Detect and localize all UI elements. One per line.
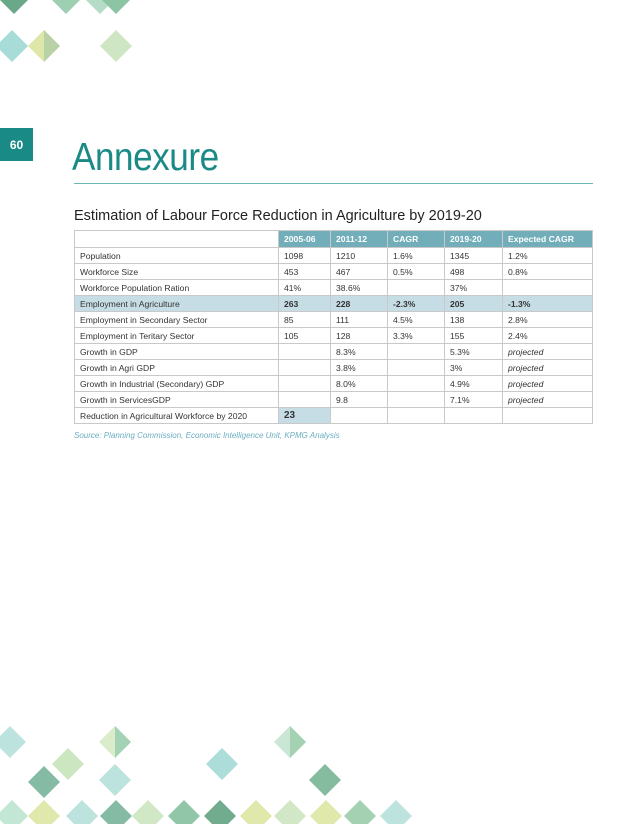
table-cell: projected bbox=[503, 344, 593, 360]
header-cell: 2011-12 bbox=[331, 231, 388, 248]
table-cell: 8.3% bbox=[331, 344, 388, 360]
table-cell: 2.4% bbox=[503, 328, 593, 344]
table-cell: 228 bbox=[331, 296, 388, 312]
row-label: Population bbox=[75, 248, 279, 264]
table-cell: 8.0% bbox=[331, 376, 388, 392]
table-row bbox=[75, 360, 593, 376]
table-cell: 498 bbox=[445, 264, 503, 280]
table-cell bbox=[388, 408, 445, 424]
table-cell: 41% bbox=[279, 280, 331, 296]
page-title: Annexure bbox=[72, 136, 219, 179]
table-cell: 205 bbox=[445, 296, 503, 312]
table-title: Estimation of Labour Force Reduction in Agriculture by 2019-20 bbox=[74, 208, 482, 224]
header-cell: Expected CAGR bbox=[503, 231, 593, 248]
bottom-diamond-decoration bbox=[0, 718, 430, 824]
table-cell: 128 bbox=[331, 328, 388, 344]
table-cell bbox=[388, 360, 445, 376]
table-cell bbox=[279, 392, 331, 408]
row-label: Growth in Industrial (Secondary) GDP bbox=[75, 376, 279, 392]
table-cell: 23 bbox=[279, 408, 331, 424]
table-cell: 1.6% bbox=[388, 248, 445, 264]
row-label: Reduction in Agricultural Workforce by 2020 bbox=[75, 408, 279, 424]
table-cell bbox=[279, 360, 331, 376]
table-row bbox=[75, 408, 593, 424]
table-cell bbox=[445, 408, 503, 424]
table-cell: 138 bbox=[445, 312, 503, 328]
labour-force-table bbox=[74, 230, 593, 424]
table-cell: 0.5% bbox=[388, 264, 445, 280]
table-cell: 155 bbox=[445, 328, 503, 344]
table-cell: 263 bbox=[279, 296, 331, 312]
table-cell: projected bbox=[503, 392, 593, 408]
table-cell: 3.8% bbox=[331, 360, 388, 376]
page-number: 60 bbox=[0, 128, 33, 161]
table-cell: 2.8% bbox=[503, 312, 593, 328]
table-cell bbox=[503, 408, 593, 424]
row-label: Growth in GDP bbox=[75, 344, 279, 360]
table-cell: 0.8% bbox=[503, 264, 593, 280]
table-row bbox=[75, 392, 593, 408]
table-row bbox=[75, 264, 593, 280]
table-row bbox=[75, 248, 593, 264]
table-cell bbox=[388, 344, 445, 360]
table-cell bbox=[279, 344, 331, 360]
table-cell: 9.8 bbox=[331, 392, 388, 408]
table-cell: 1345 bbox=[445, 248, 503, 264]
header-cell bbox=[75, 231, 279, 248]
title-divider bbox=[74, 183, 593, 184]
table-cell: 5.3% bbox=[445, 344, 503, 360]
table-cell bbox=[503, 280, 593, 296]
table-cell: 105 bbox=[279, 328, 331, 344]
table-row bbox=[75, 376, 593, 392]
table-cell: 1.2% bbox=[503, 248, 593, 264]
table-cell bbox=[388, 280, 445, 296]
table-cell: 1210 bbox=[331, 248, 388, 264]
table-header-row bbox=[75, 231, 593, 248]
table-cell bbox=[279, 376, 331, 392]
table-row bbox=[75, 312, 593, 328]
table-cell: 3% bbox=[445, 360, 503, 376]
table-cell: 467 bbox=[331, 264, 388, 280]
row-label: Employment in Teritary Sector bbox=[75, 328, 279, 344]
table-cell bbox=[388, 392, 445, 408]
table-row bbox=[75, 344, 593, 360]
table-cell: 453 bbox=[279, 264, 331, 280]
row-label: Workforce Population Ration bbox=[75, 280, 279, 296]
row-label: Growth in Agri GDP bbox=[75, 360, 279, 376]
table-cell: projected bbox=[503, 376, 593, 392]
top-diamond-decoration bbox=[0, 0, 150, 62]
table-cell: 37% bbox=[445, 280, 503, 296]
table-cell: 111 bbox=[331, 312, 388, 328]
table-row bbox=[75, 328, 593, 344]
row-label: Growth in ServicesGDP bbox=[75, 392, 279, 408]
header-cell: 2019-20 bbox=[445, 231, 503, 248]
table-source-note: Source: Planning Commission, Economic Intelligence Unit, KPMG Analysis bbox=[74, 431, 340, 440]
row-label: Workforce Size bbox=[75, 264, 279, 280]
table-cell: 38.6% bbox=[331, 280, 388, 296]
row-label: Employment in Secondary Sector bbox=[75, 312, 279, 328]
table-cell: 4.9% bbox=[445, 376, 503, 392]
row-label: Employment in Agriculture bbox=[75, 296, 279, 312]
table-cell: 4.5% bbox=[388, 312, 445, 328]
table-cell: 3.3% bbox=[388, 328, 445, 344]
table-row bbox=[75, 280, 593, 296]
table-cell: 7.1% bbox=[445, 392, 503, 408]
table-cell: projected bbox=[503, 360, 593, 376]
table-row-highlighted bbox=[75, 296, 593, 312]
table-cell bbox=[331, 408, 388, 424]
table-cell: -2.3% bbox=[388, 296, 445, 312]
table-cell: -1.3% bbox=[503, 296, 593, 312]
table-cell: 1098 bbox=[279, 248, 331, 264]
header-cell: 2005-06 bbox=[279, 231, 331, 248]
header-cell: CAGR bbox=[388, 231, 445, 248]
table-cell: 85 bbox=[279, 312, 331, 328]
table-cell bbox=[388, 376, 445, 392]
